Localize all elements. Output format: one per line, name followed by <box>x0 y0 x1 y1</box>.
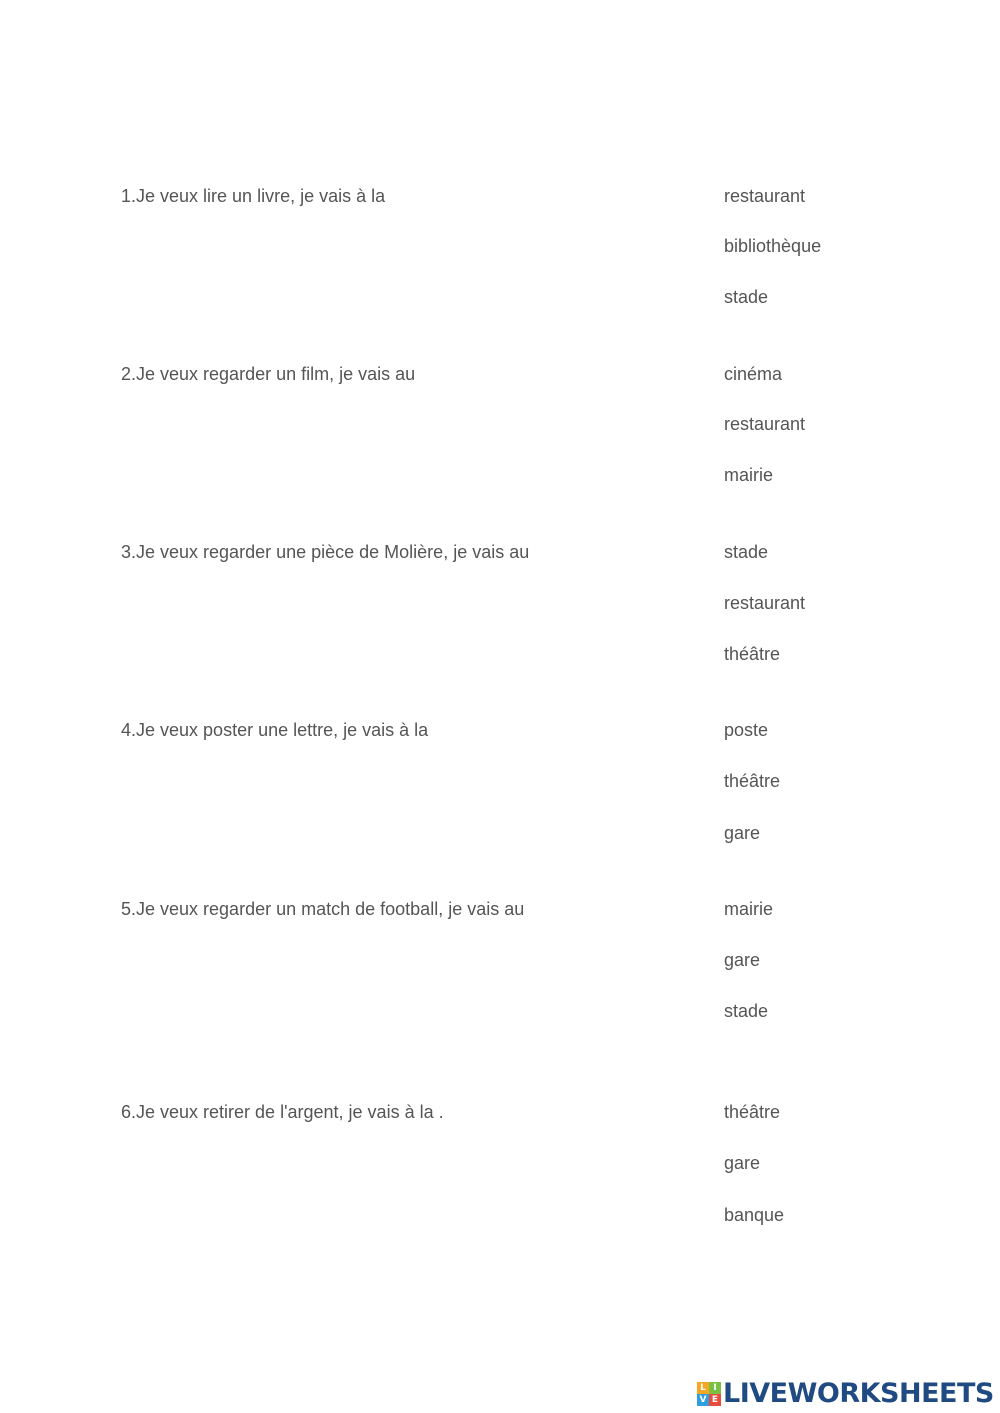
logo-icon-letter-i: I <box>709 1382 721 1394</box>
logo-text: LIVEWORKSHEETS <box>723 1378 994 1409</box>
question-4: 4.Je veux poster une lettre, je vais à la <box>121 720 429 740</box>
question-5-option-2[interactable]: gare <box>724 950 761 970</box>
question-1-option-1[interactable]: restaurant <box>724 186 806 206</box>
logo-icon-letter-v: V <box>697 1394 709 1406</box>
logo-icon-letter-l: L <box>697 1382 709 1394</box>
question-5-option-1[interactable]: mairie <box>724 899 774 919</box>
question-2-option-3[interactable]: mairie <box>724 465 774 485</box>
question-3-option-1[interactable]: stade <box>724 542 769 562</box>
question-2: 2.Je veux regarder un film, je vais au <box>121 364 416 384</box>
question-2-option-2[interactable]: restaurant <box>724 414 806 434</box>
question-1: 1.Je veux lire un livre, je vais à la <box>121 186 386 206</box>
question-4-option-3[interactable]: gare <box>724 823 761 843</box>
question-4-option-2[interactable]: théâtre <box>724 771 781 791</box>
question-1-option-3[interactable]: stade <box>724 287 769 307</box>
liveworksheets-logo <box>697 1380 994 1408</box>
question-3-option-2[interactable]: restaurant <box>724 593 806 613</box>
question-5: 5.Je veux regarder un match de football, je vais au <box>121 899 525 919</box>
question-5-option-3[interactable]: stade <box>724 1001 769 1021</box>
question-6: 6.Je veux retirer de l'argent, je vais à la . <box>121 1102 444 1122</box>
liveworksheets-logo-icon <box>697 1382 721 1406</box>
question-6-option-3[interactable]: banque <box>724 1205 785 1225</box>
question-6-option-1[interactable]: théâtre <box>724 1102 781 1122</box>
logo-icon-letter-e: E <box>709 1394 721 1406</box>
question-6-option-2[interactable]: gare <box>724 1153 761 1173</box>
question-3-option-3[interactable]: théâtre <box>724 644 781 664</box>
question-1-option-2[interactable]: bibliothèque <box>724 236 822 256</box>
question-3: 3.Je veux regarder une pièce de Molière, je vais au <box>121 542 530 562</box>
question-2-option-1[interactable]: cinéma <box>724 364 783 384</box>
question-4-option-1[interactable]: poste <box>724 720 769 740</box>
